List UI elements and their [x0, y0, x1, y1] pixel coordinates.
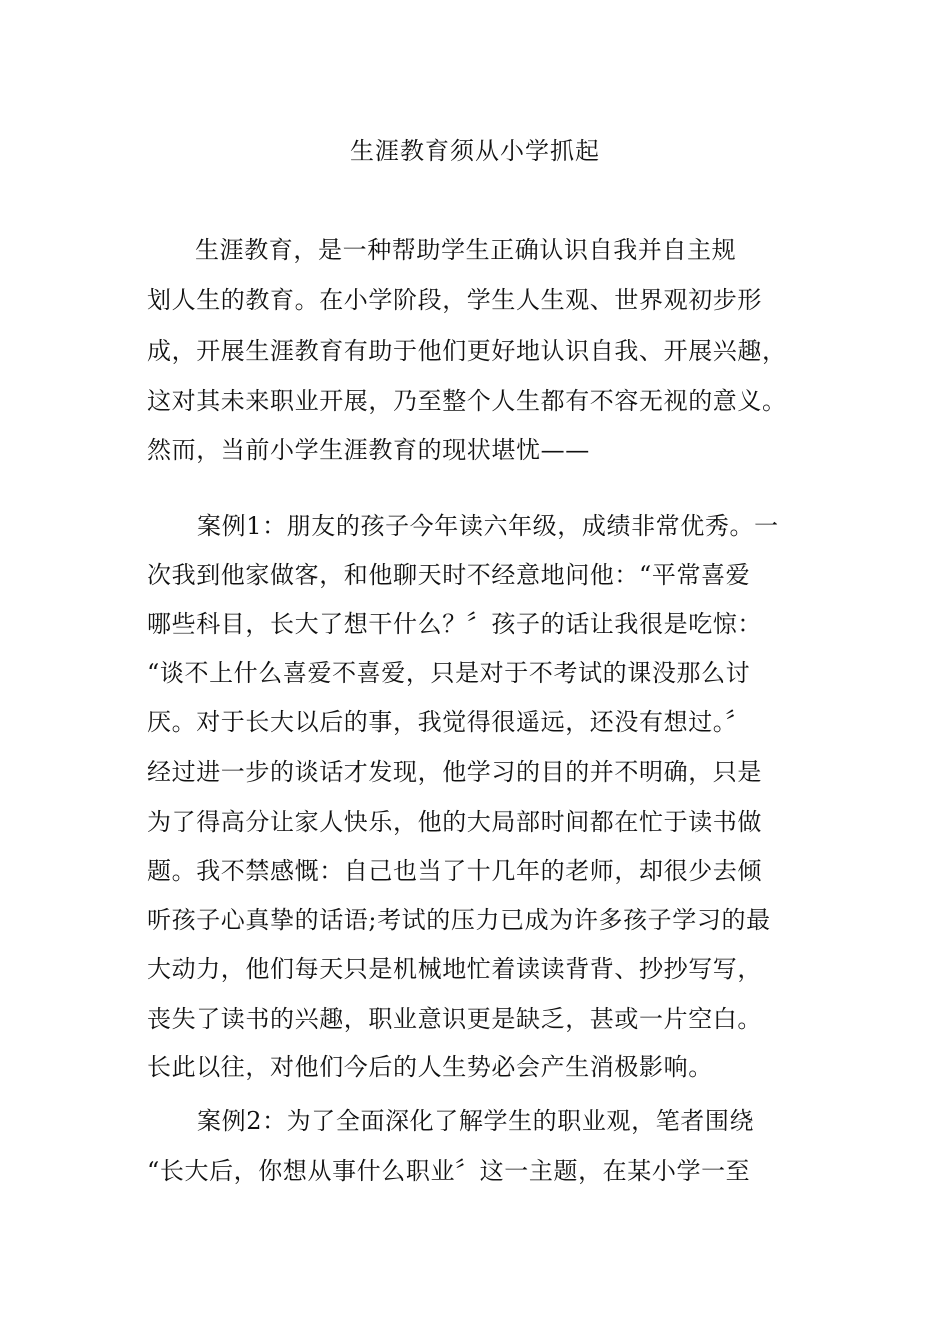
paragraph-line: 哪些科目，长大了想干什么？〞孩子的话让我很是吃惊： [147, 610, 762, 638]
paragraph-line: 划人生的教育。在小学阶段，学生人生观、世界观初步形 [147, 286, 762, 314]
paragraph-line: “谈不上什么喜爱不喜爱，只是对于不考试的课没那么讨 [147, 659, 751, 687]
paragraph-line: 题。我不禁感慨：自己也当了十几年的老师，却很少去倾 [147, 857, 762, 885]
paragraph-line: 长此以往，对他们今后的人生势必会产生消极影响。 [147, 1053, 713, 1081]
paragraph-line: 案例1：朋友的孩子今年读六年级，成绩非常优秀。一 [197, 512, 779, 540]
paragraph-line: 次我到他家做客，和他聊天时不经意地问他：“平常喜爱 [147, 561, 751, 589]
paragraph-line: 厌。对于长大以后的事，我觉得很遥远，还没有想过。〞 [147, 708, 750, 736]
paragraph-line: 丧失了读书的兴趣，职业意识更是缺乏，甚或一片空白。 [147, 1005, 762, 1033]
paragraph-line: 然而，当前小学生涯教育的现状堪忧—— [147, 436, 590, 464]
document-title: 生涯教育须从小学抓起 [350, 137, 600, 165]
paragraph-line: 生涯教育，是一种帮助学生正确认识自我并自主规 [195, 236, 737, 264]
paragraph-line: 大动力，他们每天只是机械地忙着读读背背、抄抄写写， [147, 955, 762, 983]
paragraph-line: 这对其未来职业开展，乃至整个人生都有不容无视的意义。 [147, 387, 787, 415]
paragraph-line: 成，开展生涯教育有助于他们更好地认识自我、开展兴趣， [147, 337, 787, 365]
paragraph-line: 听孩子心真挚的话语;考试的压力已成为许多孩子学习的最 [147, 906, 771, 934]
paragraph-line: 案例2：为了全面深化了解学生的职业观，笔者围绕 [197, 1107, 755, 1135]
paragraph-line: “长大后，你想从事什么职业〞这一主题，在某小学一至 [147, 1157, 751, 1185]
paragraph-line: 为了得高分让家人快乐，他的大局部时间都在忙于读书做 [147, 808, 762, 836]
paragraph-line: 经过进一步的谈话才发现，他学习的目的并不明确，只是 [147, 758, 762, 786]
